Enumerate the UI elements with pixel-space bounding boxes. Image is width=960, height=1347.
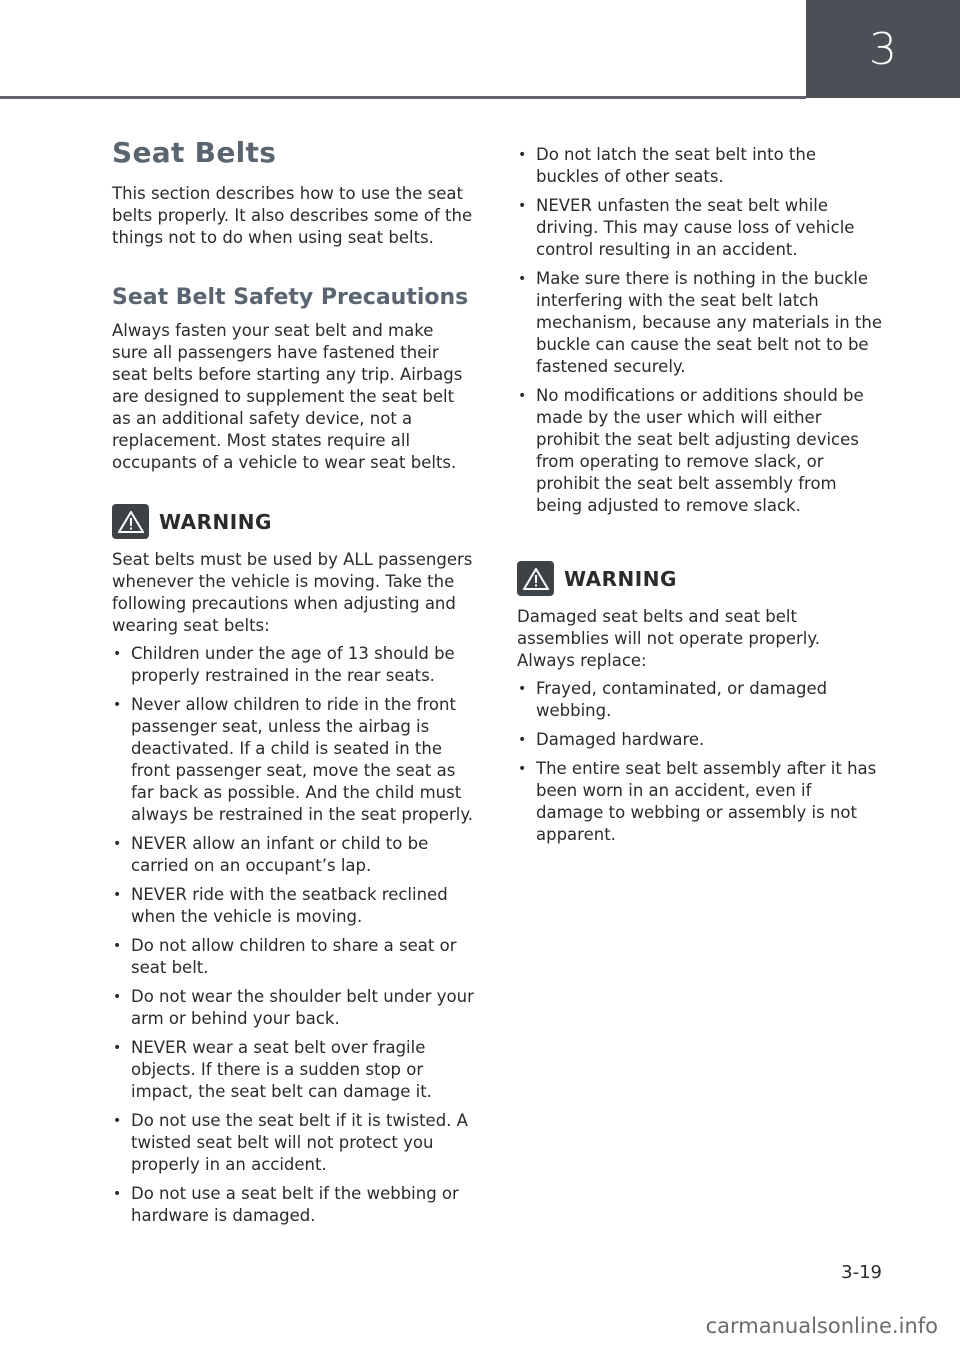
list-item: • No modifications or additions should be made by the user which will either prohibit the seat belt adjusting devices from operating to remove slack, or prohibit the seat belt assembly from being adjusted to remove slack. — [517, 385, 883, 517]
subsection-title: Seat Belt Safety Precautions — [112, 285, 469, 310]
warning-box-2 — [517, 561, 883, 846]
warning-list — [517, 678, 883, 846]
list-item: • Do not use a seat belt if the webbing or hardware is damaged. — [112, 1183, 474, 1227]
list-item: • The entire seat belt assembly after it has been worn in an accident, even if damage to webbing or assembly is not apparent. — [517, 758, 883, 846]
warning-header — [112, 504, 474, 539]
list-item: • Damaged hardware. — [517, 729, 883, 751]
list-item: • Do not wear the shoulder belt under your arm or behind your back. — [112, 986, 474, 1030]
list-item: • NEVER wear a seat belt over fragile objects. If there is a sudden stop or impact, the seat belt can damage it. — [112, 1037, 474, 1103]
warning-list — [112, 643, 474, 1227]
precautions-paragraph: Always fasten your seat belt and make sure all passengers have fastened their seat belts before starting any trip. Airbags are designed to supplement the seat belt as an additional safety device, not a replacement. Most states require all occupants of a vehicle to wear seat belts. — [112, 321, 463, 472]
list-item: • NEVER ride with the seatback reclined when the vehicle is moving. — [112, 884, 474, 928]
left-column — [112, 136, 474, 1234]
section-intro: This section describes how to use the seat belts properly. It also describes some of the things not to do when using seat belts. — [112, 184, 473, 247]
header-rule — [0, 96, 806, 99]
list-item: • Frayed, contaminated, or damaged webbing. — [517, 678, 883, 722]
list-item: • NEVER allow an infant or child to be carried on an occupant’s lap. — [112, 833, 474, 877]
chapter-tab — [806, 0, 960, 98]
warning-triangle-icon — [112, 504, 149, 539]
warning-list-continued — [517, 144, 883, 517]
warning-title: WARNING — [159, 509, 272, 534]
list-item: • Make sure there is nothing in the buckle interfering with the seat belt latch mechanism, because any materials in the buckle can cause the seat belt not to be fastened securely. — [517, 268, 883, 378]
warning-header — [517, 561, 883, 596]
list-item: • Children under the age of 13 should be properly restrained in the rear seats. — [112, 643, 474, 687]
warning-triangle-icon — [517, 561, 554, 596]
page-number: 3-19 — [841, 1262, 882, 1283]
watermark: carmanualsonline.info — [705, 1314, 938, 1338]
list-item: • Never allow children to ride in the front passenger seat, unless the airbag is deactivated. If a child is seated in the front passenger seat, move the seat as far back as possible. And the child must always be restrained in the seat properly. — [112, 694, 474, 826]
warning-title: WARNING — [564, 566, 677, 591]
warning-lead: Damaged seat belts and seat belt assemblies will not operate properly. Always replace: — [517, 607, 821, 670]
chapter-number: 3 — [869, 23, 897, 75]
list-item: • Do not use the seat belt if it is twisted. A twisted seat belt will not protect you properly in an accident. — [112, 1110, 474, 1176]
list-item: • Do not latch the seat belt into the buckles of other seats. — [517, 144, 883, 188]
list-item: • NEVER unfasten the seat belt while driving. This may cause loss of vehicle control resulting in an accident. — [517, 195, 883, 261]
section-title: Seat Belts — [112, 136, 277, 169]
right-column — [517, 138, 883, 853]
list-item: • Do not allow children to share a seat or seat belt. — [112, 935, 474, 979]
warning-lead: Seat belts must be used by ALL passengers whenever the vehicle is moving. Take the following precautions when adjusting and wearing seat belts: — [112, 550, 473, 635]
